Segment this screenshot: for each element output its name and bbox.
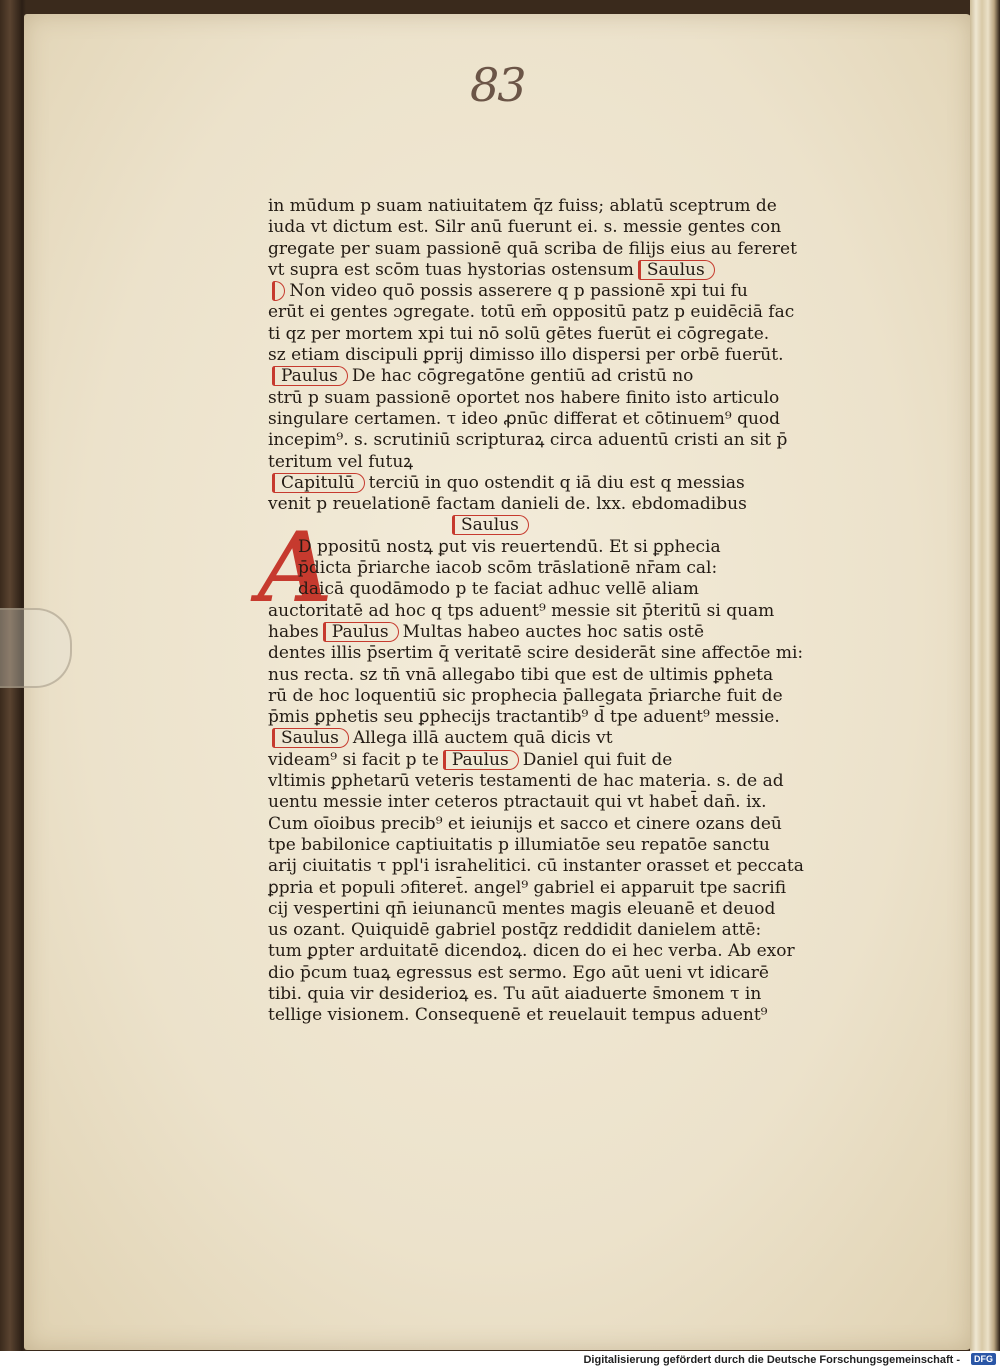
- text-run: dio p̄cum tuaꝝ egressus est sermo. Ego aūt ueni vt idicarē: [268, 962, 769, 983]
- text-run: ti qz per mortem xpi tui nō solū gētes fuerūt ei cōgregate.: [268, 323, 770, 344]
- text-line: [268, 196, 788, 217]
- text-line: [268, 814, 788, 835]
- text-run: sz etiam discipuli ꝑprij dimisso illo dispersi per orbē fuerūt.: [268, 345, 784, 366]
- text-line: [268, 643, 804, 664]
- text-run: venit p reuelationē factam danieli de. lxx. ebdomadibus: [268, 494, 747, 515]
- rubric-speaker: Saulus: [272, 728, 349, 748]
- text-line: [268, 941, 795, 962]
- footer-bar: [0, 1351, 1000, 1369]
- folio-number: 83: [470, 58, 525, 112]
- text-run: p̄dicta p̄riarche iacob scōm trāslationē nr̄am cal:: [298, 558, 718, 579]
- text-run: in mūdum p suam natiuitatem q̄z fuiss; ablatū sceptrum de: [268, 196, 777, 216]
- text-line: [268, 963, 788, 984]
- text-line: [268, 430, 788, 451]
- clasp-mark: [0, 608, 72, 688]
- text-run: teritum vel futuꝝ: [268, 451, 414, 472]
- rubric-speaker: Saulus: [452, 515, 529, 535]
- text-run: Daniel qui fuit de: [522, 749, 673, 770]
- text-line: [268, 920, 788, 941]
- text-line: [268, 302, 795, 323]
- text-run: dentes illis p̄sertim q̄ veritatē scire desiderāt sine affectōe mi:: [268, 643, 804, 664]
- text-run: auctoritatē ad hoc q tps aduent⁹ messie sit p̄teritū si quam: [268, 600, 775, 621]
- text-run: Cum oīoibus precib⁹ et ieiunijs et sacco et cinere ozans deū: [268, 813, 782, 834]
- text-line: [268, 452, 788, 473]
- text-run: strū p suam passionē oportet nos habere finito isto articulo: [268, 387, 780, 408]
- text-run: terciū in quo ostendit q iā diu est q messias: [368, 472, 745, 493]
- rubric-marker: [272, 281, 285, 301]
- text-run: tellige visionem. Consequenē et reuelauit tempus aduent⁹: [268, 1005, 768, 1026]
- text-line: [268, 771, 788, 792]
- text-line: [268, 366, 788, 387]
- rubric-speaker: Paulus: [443, 750, 519, 770]
- text-line: [268, 217, 788, 238]
- text-line: [268, 409, 788, 430]
- text-line: [268, 601, 788, 622]
- text-run: incepim⁹. s. scrutiniū scripturaꝝ circa aduentū cristi an sit p̄: [268, 430, 788, 451]
- text-run: uentu messie inter ceteros ptractauit qui vt habet̄ dan̄. ix.: [268, 792, 767, 813]
- text-run: nus recta. sz tn̄ vnā allegabo tibi que est de ultimis ꝑpheta: [268, 664, 774, 685]
- initial-letter: A: [258, 511, 333, 624]
- text-run: us ozant. Quiquidē gabriel postq̄z reddidit danielem attē:: [268, 920, 762, 941]
- text-run: Allega illā auctem quā dicis vt: [352, 728, 613, 749]
- text-line: [268, 473, 788, 494]
- text-run: p̄mis ꝑphetis seu ꝑphecijs tractantib⁹ d̄ tpe aduent⁹ messie.: [268, 707, 780, 728]
- text-line: [268, 494, 788, 515]
- text-line: [268, 558, 788, 579]
- text-line: [268, 388, 788, 409]
- text-line: [268, 878, 788, 899]
- text-line: [268, 622, 788, 643]
- text-run: daicā quodāmodo p te faciat adhuc vellē aliam: [298, 579, 699, 600]
- text-line: [268, 1005, 788, 1026]
- text-line: [268, 238, 797, 260]
- text-line: [268, 835, 788, 856]
- text-run: cij vespertini qn̄ ieiunancū mentes magis eleuanē et deuod: [268, 898, 776, 919]
- text-run: arij ciuitatis τ ppl'i israhelitici. cū instanter orasset et peccata: [268, 856, 804, 877]
- text-line: [268, 686, 788, 707]
- text-run: iuda vt dictum est. Silr anū fuerunt ei. s. messie gentes con: [268, 217, 782, 238]
- text-block: [268, 196, 804, 1027]
- text-line: [268, 728, 788, 749]
- text-line: [268, 537, 788, 558]
- text-run: vltimis ꝑphetarū veteris testamenti de hac materia. s. de ad: [268, 771, 784, 792]
- text-line: [268, 515, 788, 536]
- text-run: ꝑpria et populi ɔfiteret̄. angel⁹ gabriel ei apparuit tpe sacrifi: [268, 877, 787, 898]
- dfg-logo: DFG: [971, 1353, 996, 1365]
- rubric-speaker: Paulus: [323, 622, 399, 642]
- text-run: erūt ei gentes ɔgregate. totū em̄ oppositū patz p euidēciā fac: [268, 302, 795, 323]
- text-line: [268, 984, 788, 1005]
- text-run: tum ꝑpter arduitatē dicendoꝝ. dicen do ei hec verba. Ab exor: [268, 941, 795, 962]
- text-run: singulare certamen. τ ideo ꝓnūc differat et cōtinuem⁹ quod: [268, 408, 781, 429]
- text-run: videam⁹ si facit p te: [268, 749, 439, 770]
- text-line: [268, 281, 788, 302]
- footer-credit: Digitalisierung gefördert durch die Deutsche Forschungsgemeinschaft -: [583, 1354, 960, 1366]
- text-line: [268, 707, 788, 728]
- text-run: habes: [268, 621, 319, 642]
- text-line: [268, 345, 788, 366]
- text-run: Multas habeo auctes hoc satis ostē: [402, 621, 705, 642]
- text-line: [268, 579, 788, 600]
- page-edges: [970, 0, 1000, 1369]
- text-line: [268, 750, 788, 771]
- text-run: gregate per suam passionē quā scriba de filijs eius au fereret: [268, 238, 797, 259]
- text-run: rū de hoc loquentiū sic prophecia p̄allegata p̄riarche fuit de: [268, 685, 783, 706]
- text-run: tibi. quia vir desiderioꝝ es. Tu aūt aiaduerte s̄monem τ in: [268, 983, 762, 1004]
- text-line: [268, 260, 788, 281]
- text-run: D ppositū nostꝝ ꝑut vis reuertendū. Et si ꝑphecia: [298, 536, 721, 557]
- text-run: tpe babilonice captiuitatis p illumiatōe seu repatōe sanctu: [268, 834, 770, 855]
- text-line: [268, 792, 788, 813]
- text-run: Non video quō possis asserere q p passionē xpi tui fu: [289, 281, 748, 302]
- text-line: [268, 899, 788, 920]
- text-run: vt supra est scōm tuas hystorias ostensum: [268, 259, 634, 280]
- rubric-speaker: Paulus: [272, 366, 348, 386]
- text-line: [268, 665, 788, 686]
- text-run: De hac cōgregatōne gentiū ad cristū no: [351, 366, 694, 387]
- text-line: [268, 324, 788, 345]
- rubric-speaker: Capitulū: [272, 473, 365, 493]
- text-line: [268, 856, 804, 877]
- rubric-speaker: Saulus: [638, 260, 715, 280]
